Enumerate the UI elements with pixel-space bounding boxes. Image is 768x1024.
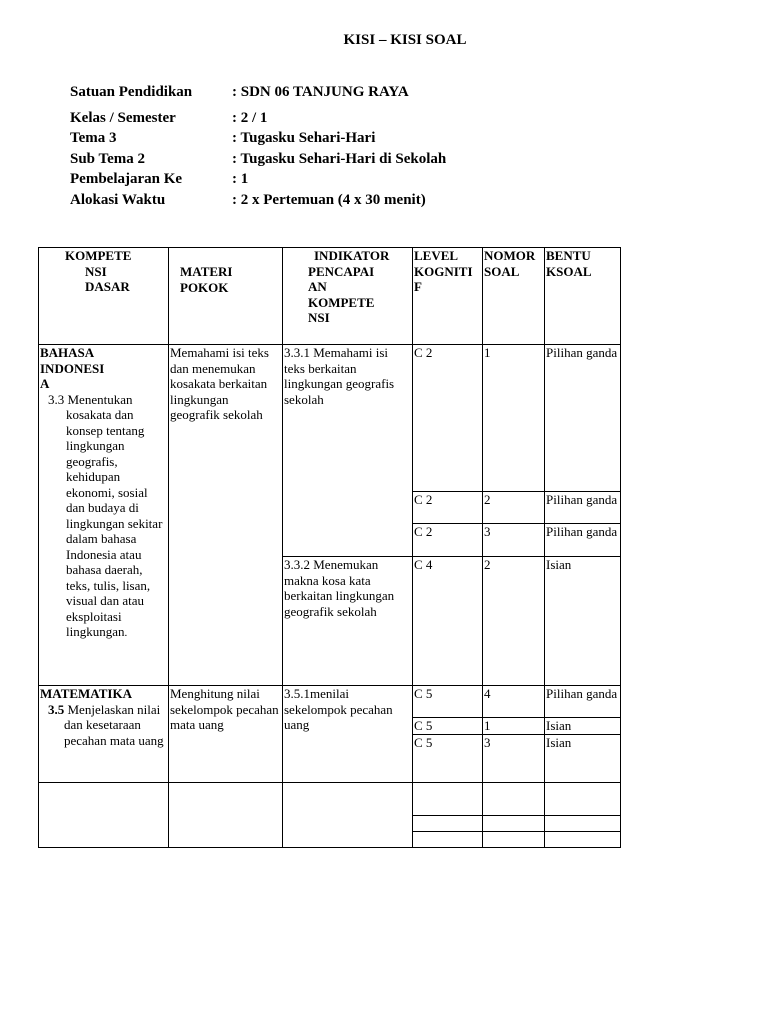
empty-cell xyxy=(483,783,545,816)
meta-row-subtema xyxy=(70,149,446,170)
nomor-cell: 2 xyxy=(483,492,545,524)
header-level-kognitif: LEVEL KOGNITI F xyxy=(413,248,483,345)
header-nomor-soal: NOMOR SOAL xyxy=(483,248,545,345)
meta-row-kelas xyxy=(70,108,446,129)
level-cell: C 4 xyxy=(413,557,483,686)
kd-matematika-cell xyxy=(39,686,169,783)
empty-cell xyxy=(483,816,545,832)
meta-value: : 2 / 1 xyxy=(232,109,268,126)
meta-value: : 1 xyxy=(232,171,249,187)
header-bentuk-soal: BENTU KSOAL xyxy=(545,248,621,345)
meta-row-tema xyxy=(70,128,446,149)
empty-cell xyxy=(169,783,283,848)
level-cell: C 2 xyxy=(413,524,483,557)
bentuk-cell: Pilihan ganda xyxy=(545,345,621,492)
meta-row-satuan xyxy=(70,82,446,103)
subject-name: BAHASA xyxy=(40,345,95,360)
nomor-cell: 2 xyxy=(483,557,545,686)
bentuk-cell: Isian xyxy=(545,557,621,686)
meta-row-alokasi xyxy=(70,190,446,211)
subject-name: INDONESI xyxy=(40,360,105,376)
indikator-cell: 3.3.2 Menemukan makna kosa kata berkaitan lingkungan geografik sekolah xyxy=(283,557,413,686)
meta-label: Tema 3 xyxy=(70,130,117,146)
indikator-cell: 3.3.1 Memahami isi teks berkaitan lingkungan geografis sekolah xyxy=(283,345,413,557)
subject-name: A xyxy=(40,376,50,391)
empty-cell xyxy=(483,832,545,848)
bentuk-cell: Isian xyxy=(545,735,621,783)
bentuk-cell: Pilihan ganda xyxy=(545,686,621,718)
subject-name: MATEMATIKA xyxy=(40,686,132,701)
level-cell: C 5 xyxy=(413,735,483,783)
level-cell: C 5 xyxy=(413,686,483,718)
empty-cell xyxy=(39,783,169,848)
meta-label: Alokasi Waktu xyxy=(70,191,166,208)
empty-cell xyxy=(413,816,483,832)
nomor-cell: 3 xyxy=(483,735,545,783)
empty-cell xyxy=(283,783,413,848)
kd-description: 3.5 Menjelaskan nilai dan kesetaraan pecahan mata uang xyxy=(48,701,164,748)
level-cell: C 5 xyxy=(413,718,483,735)
kd-description: 3.3 Menentukan kosakata dan konsep tentang lingkungan geografis, kehidupan ekonomi, sosial dan budaya di lingkungan sekitar dalam bahasa Indonesia atau bahasa daerah, teks, tulis, lisan, visual dan atau eksploitasi lingkungan. xyxy=(48,391,163,639)
meta-label: Kelas / Semester xyxy=(70,109,176,126)
nomor-cell: 3 xyxy=(483,524,545,557)
meta-row-pembelajaran xyxy=(70,169,446,190)
meta-label: Sub Tema 2 xyxy=(70,150,146,167)
meta-label: Pembelajaran Ke xyxy=(70,171,183,187)
meta-label: Satuan Pendidikan xyxy=(70,84,193,100)
empty-cell xyxy=(545,816,621,832)
table-row xyxy=(39,686,621,718)
bentuk-cell: Isian xyxy=(545,718,621,735)
document-title: KISI – KISI SOAL xyxy=(343,32,467,48)
bentuk-cell: Pilihan ganda xyxy=(545,524,621,557)
table-header-row xyxy=(39,248,621,345)
materi-matematika-cell: Menghitung nilai sekelompok pecahan mata uang xyxy=(169,686,283,783)
empty-cell xyxy=(545,832,621,848)
empty-cell xyxy=(413,783,483,816)
empty-cell xyxy=(413,832,483,848)
nomor-cell: 1 xyxy=(483,718,545,735)
level-cell: C 2 xyxy=(413,345,483,492)
header-materi-pokok: MATERI POKOK xyxy=(169,248,283,345)
meta-value: : 2 x Pertemuan (4 x 30 menit) xyxy=(232,191,426,208)
indikator-cell: 3.5.1menilai sekelompok pecahan uang xyxy=(283,686,413,783)
kisi-table xyxy=(38,247,621,848)
nomor-cell: 4 xyxy=(483,686,545,718)
header-indikator: INDIKATOR PENCAPAI AN KOMPETE NSI xyxy=(283,248,413,345)
meta-value: : Tugasku Sehari-Hari di Sekolah xyxy=(232,150,447,167)
table-row xyxy=(39,345,621,492)
header-kompetensi-dasar: KOMPETE NSI DASAR xyxy=(39,248,169,345)
meta-value: : Tugasku Sehari-Hari xyxy=(232,130,376,146)
identity-block xyxy=(70,82,446,210)
kd-bahasa-cell xyxy=(39,345,169,686)
meta-value: : SDN 06 TANJUNG RAYA xyxy=(232,84,409,100)
empty-row xyxy=(39,783,621,816)
materi-bahasa-cell: Memahami isi teks dan menemukan kosakata berkaitan lingkungan geografik sekolah xyxy=(169,345,283,686)
nomor-cell: 1 xyxy=(483,345,545,492)
level-cell: C 2 xyxy=(413,492,483,524)
bentuk-cell: Pilihan ganda xyxy=(545,492,621,524)
empty-cell xyxy=(545,783,621,816)
